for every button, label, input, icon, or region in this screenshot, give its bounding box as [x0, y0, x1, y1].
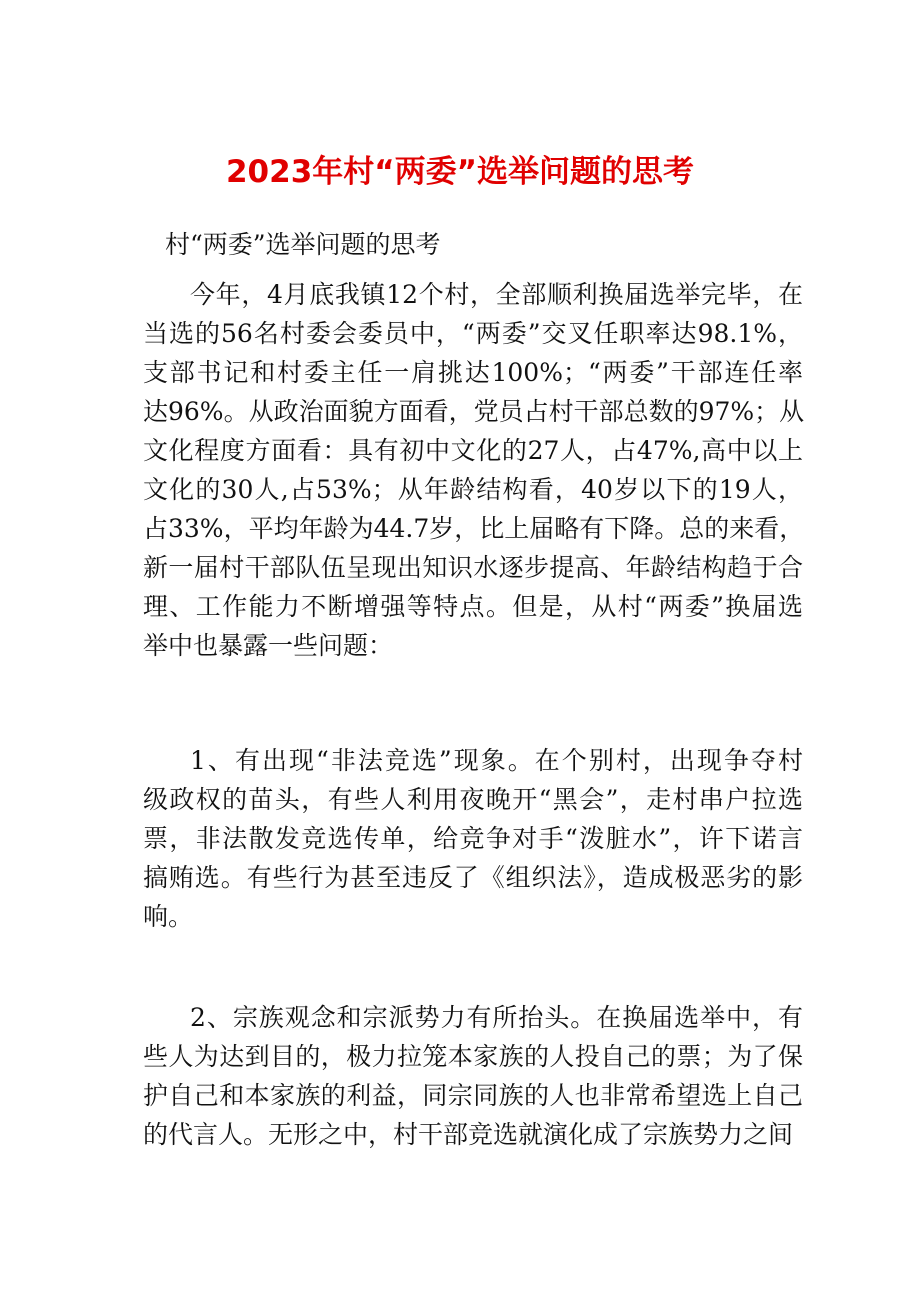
paragraph-line: 占33%，平均年龄为44.7岁，比上届略有下降。总的来看， — [143, 514, 805, 543]
paragraph-line: 的代言人。无形之中，村干部竞选就演化成了宗族势力之间 — [143, 1120, 794, 1149]
paragraph-line: 级政权的苗头，有些人利用夜晚开“黑会”，走村串户拉选 — [143, 785, 803, 814]
paragraph-line: 响。 — [143, 902, 194, 931]
paragraph-line: 新一届村干部队伍呈现出知识水逐步提高、年龄结构趋于合 — [143, 553, 803, 582]
document-subtitle: 村“两委”选举问题的思考 — [165, 230, 441, 259]
paragraph-line: 当选的56名村委会委员中，“两委”交叉任职率达98.1%， — [143, 319, 803, 348]
paragraph-line: 2、宗族观念和宗派势力有所抬头。在换届选举中，有 — [190, 1003, 803, 1032]
document-title: 2023年村“两委”选举问题的思考 — [225, 154, 695, 190]
paragraph-line: 文化的30人,占53%；从年龄结构看，40岁以下的19人， — [143, 475, 803, 504]
paragraph-line: 理、工作能力不断增强等特点。但是，从村“两委”换届选 — [143, 592, 803, 621]
paragraph-line: 支部书记和村委主任一肩挑达100%；“两委”干部连任率 — [143, 358, 803, 387]
paragraph-line: 达96%。从政治面貌方面看，党员占村干部总数的97%；从 — [143, 397, 805, 426]
paragraph-line: 今年，4月底我镇12个村，全部顺利换届选举完毕，在 — [190, 280, 803, 309]
paragraph-line: 搞贿选。有些行为甚至违反了《组织法》，造成极恶劣的影 — [143, 863, 803, 892]
paragraph-line: 票，非法散发竞选传单，给竞争对手“泼脏水”，许下诺言 — [143, 824, 803, 853]
paragraph-line: 举中也暴露一些问题： — [143, 631, 394, 660]
paragraph-line: 护自己和本家族的利益，同宗同族的人也非常希望选上自己 — [143, 1081, 803, 1110]
paragraph-line: 文化程度方面看：具有初中文化的27人，占47%,高中以上 — [143, 436, 803, 465]
paragraph-line: 1、有出现“非法竞选”现象。在个别村，出现争夺村 — [190, 746, 803, 775]
paragraph-line: 些人为达到目的，极力拉笼本家族的人投自己的票；为了保 — [143, 1042, 803, 1071]
